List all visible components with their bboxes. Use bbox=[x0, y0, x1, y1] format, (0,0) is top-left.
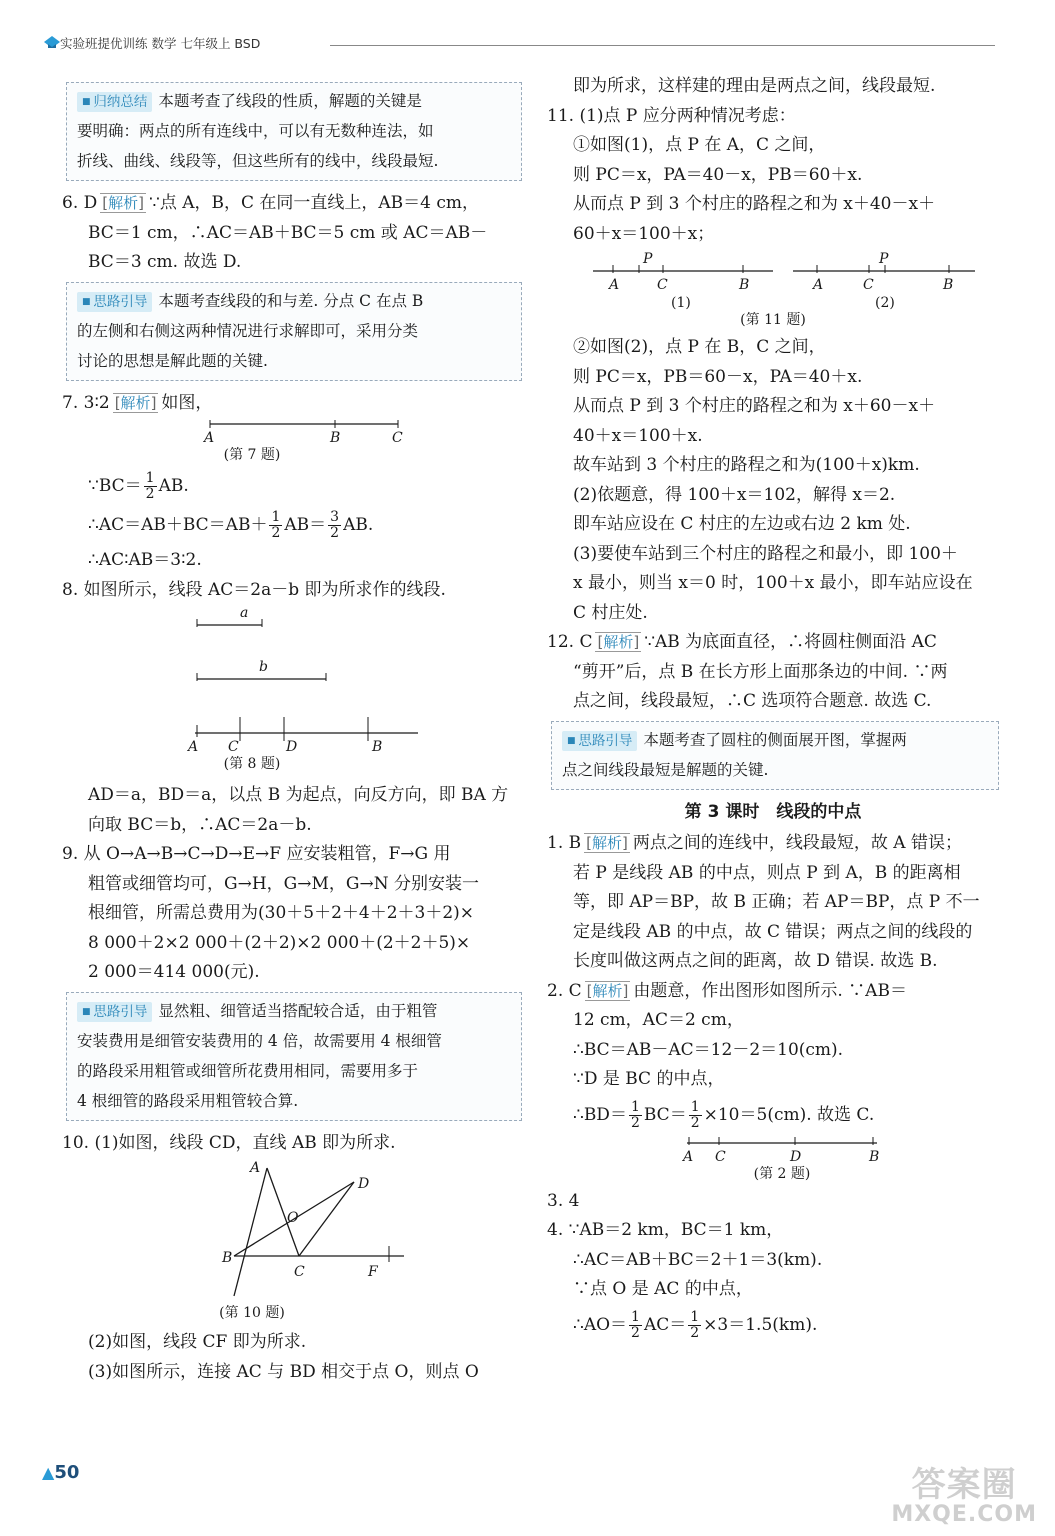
point-label: C bbox=[657, 277, 668, 293]
point-label: C bbox=[392, 430, 403, 446]
figure-q10 bbox=[62, 1158, 522, 1328]
q10-line: (2)如图，线段 CF 即为所求. bbox=[88, 1332, 307, 1352]
s1-line: 长度叫做这两点之间的距离，故 D 错误. 故选 B. bbox=[573, 951, 938, 971]
s3-line: 3. 4 bbox=[547, 1190, 580, 1211]
q11-line: x 最小，则当 x＝0 时，100＋x 最小，即车站应设在 bbox=[573, 573, 973, 593]
s2-line: ∴BD＝ $\frac{1}{2}$ BC＝ $\frac{1}{2}$ ×10＝5(cm). 故选 C. bbox=[573, 1098, 875, 1131]
q11-line: 故车站到 3 个村庄的路程之和为(100＋x)km. bbox=[573, 455, 920, 475]
left-column bbox=[62, 78, 522, 1387]
box-line: 本题考查了线段的性质，解题的关键是 bbox=[158, 92, 422, 110]
q6-line: BC＝1 cm，∴AC＝AB＋BC＝5 cm 或 AC＝AB－ bbox=[88, 222, 488, 243]
s4-line: ∵点 O 是 AC 的中点， bbox=[573, 1279, 753, 1299]
point-label: D bbox=[790, 1148, 802, 1165]
figure-caption: (第 2 题) bbox=[753, 1165, 811, 1182]
q10-continued: 即为所求，这样建的理由是两点之间，线段最短. bbox=[573, 76, 936, 96]
analysis-tag: [ 解析 ] bbox=[584, 833, 630, 853]
q11-line: 即车站应设在 C 村庄的左边或右边 2 km 处. bbox=[573, 514, 911, 534]
hint-box bbox=[66, 282, 522, 381]
header-title: 实验班提优训练 数学 七年级上 BSD bbox=[60, 36, 261, 51]
point-label: B bbox=[869, 1148, 880, 1165]
q7-line: 7. 3∶2[ 解析 ] 如图， bbox=[62, 389, 522, 419]
figure-caption: (第 10 题) bbox=[219, 1305, 285, 1321]
box-line: 本题考查线段的和与差. 分点 C 在点 B bbox=[158, 291, 424, 310]
q11-line: (2)依题意，得 100＋x＝102，解得 x＝2. bbox=[573, 484, 896, 505]
point-label: A bbox=[250, 1160, 261, 1176]
q11-line: ①如图(1)，点 P 在 A，C 之间， bbox=[573, 135, 826, 155]
box-line: 4 根细管的路段采用粗管较合算. bbox=[77, 1091, 299, 1110]
q9-line: 8 000＋2×2 000＋(2＋2)×2 000＋(2＋2＋5)× bbox=[88, 932, 471, 953]
figure-q11 bbox=[547, 249, 999, 333]
q11-line: C 村庄处. bbox=[573, 602, 648, 623]
s1-line: 若 P 是线段 AB 的中点，则点 P 到 A，B 的距离相 bbox=[573, 862, 961, 883]
analysis-tag: [ 解析 ] bbox=[113, 393, 159, 413]
right-column bbox=[547, 72, 999, 1345]
figure-caption: (第 8 题) bbox=[223, 756, 281, 772]
box-tag: ■ 思路引导 bbox=[77, 1002, 152, 1022]
q8-line: 8. 如图所示，线段 AC＝2a－b 即为所求作的线段. bbox=[62, 579, 446, 600]
point-label: C bbox=[228, 739, 239, 755]
watermark: 答案圈 MXQE.COM bbox=[891, 1465, 1037, 1527]
point-label: C bbox=[863, 277, 874, 293]
q12-line: “剪开”后，点 B 在长方形上面那条边的中间. ∵两 bbox=[573, 661, 948, 682]
q11-line: 40＋x＝100＋x. bbox=[573, 425, 703, 446]
q9-line: 9. 从 O→A→B→C→D→E→F 应安装粗管，F→G 用 bbox=[62, 844, 451, 864]
s2-line: 12 cm，AC＝2 cm， bbox=[573, 1010, 744, 1030]
s4-line: ∴AO＝ $\frac{1}{2}$ AC＝ $\frac{1}{2}$ ×3＝1.5(km). bbox=[573, 1308, 818, 1341]
box-line: 点之间线段最短是解题的关键. bbox=[562, 760, 769, 779]
point-label: O bbox=[287, 1210, 299, 1226]
figure-q7 bbox=[62, 418, 522, 468]
s4-line: 4. ∵AB＝2 km，BC＝1 km， bbox=[547, 1220, 784, 1240]
s2-line: ∴BC＝AB－AC＝12－2＝10(cm). bbox=[573, 1039, 844, 1060]
segment-label: a bbox=[240, 605, 249, 621]
box-line: 本题考查了圆柱的侧面展开图，掌握两 bbox=[643, 730, 907, 749]
box-line: 的左侧和右侧这两种情况进行求解即可，采用分类 bbox=[77, 321, 419, 340]
q7-step: ∴AC＝AB＋BC＝AB＋ $\frac{1}{2}$ AB＝ $\frac{3}{2}$ AB. bbox=[88, 509, 374, 541]
figure-q8 bbox=[62, 605, 522, 781]
hint-box bbox=[66, 992, 522, 1121]
point-label: C bbox=[294, 1264, 305, 1280]
s1-line: 定是线段 AB 的中点，故 C 错误；两点之间的线段的 bbox=[573, 921, 973, 942]
box-line: 的路段采用粗管或细管所花费用相同，需要用多于 bbox=[77, 1061, 419, 1080]
figure-caption: (第 11 题) bbox=[740, 312, 806, 328]
figure-s2 bbox=[547, 1135, 999, 1187]
section-title: 第 3 课时 线段的中点 bbox=[684, 801, 862, 822]
book-logo-icon bbox=[42, 32, 62, 52]
q11-line: ②如图(2)，点 P 在 B，C 之间， bbox=[573, 337, 826, 357]
q11-line: 从而点 P 到 3 个村庄的路程之和为 x＋60－x＋ bbox=[573, 396, 936, 416]
point-label: B bbox=[739, 277, 750, 293]
figure-caption: (第 7 题) bbox=[223, 447, 281, 463]
q11-line: 从而点 P 到 3 个村庄的路程之和为 x＋40－x＋ bbox=[573, 194, 936, 214]
q6-line: 6. D[ 解析 ] ∵点 A，B，C 在同一直线上，AB＝4 cm， bbox=[62, 189, 522, 219]
up-arrow-icon: ▲ bbox=[42, 1463, 55, 1482]
q8-line: AD＝a，BD＝a，以点 B 为起点，向反方向，即 BA 方 bbox=[88, 785, 509, 805]
point-label: D bbox=[358, 1176, 370, 1192]
box-line: 安装费用是细管安装费用的 4 倍，故需要用 4 根细管 bbox=[77, 1031, 442, 1050]
figure-q11-diagram bbox=[547, 249, 999, 311]
q11-line: (3)要使车站到三个村庄的路程之和最小，即 100＋ bbox=[573, 543, 958, 564]
q12-line: 12. C[ 解析 ] ∵AB 为底面直径，∴将圆柱侧面沿 AC bbox=[547, 628, 999, 658]
q10-line: (3)如图所示，连接 AC 与 BD 相交于点 O，则点 O bbox=[88, 1361, 479, 1382]
box-tag: ■ 思路引导 bbox=[562, 731, 637, 751]
point-label: A bbox=[609, 277, 620, 293]
q7-step: ∴AC∶AB＝3∶2. bbox=[88, 550, 202, 570]
s1-line: 等，即 AP＝BP，故 B 正确；若 AP＝BP，点 P 不一 bbox=[573, 892, 980, 912]
summary-box bbox=[66, 82, 522, 181]
figure-number: (2) bbox=[875, 295, 895, 311]
q9-line: 粗管或细管均可，G→H，G→M，G→N 分别安装一 bbox=[88, 873, 479, 894]
point-label: P bbox=[879, 251, 889, 267]
q9-line: 2 000＝414 000(元). bbox=[88, 962, 260, 982]
s2-line: 2. C[ 解析 ] 由题意，作出图形如图所示. ∵AB＝ bbox=[547, 977, 999, 1007]
point-label: C bbox=[715, 1148, 726, 1165]
figure-q10-diagram bbox=[62, 1158, 522, 1308]
hint-box bbox=[551, 721, 999, 790]
box-tag: ■ 归纳总结 bbox=[77, 92, 152, 112]
header-rule bbox=[330, 45, 995, 46]
q8-line: 向取 BC＝b，∴AC＝2a－b. bbox=[88, 814, 312, 835]
s4-line: ∴AC＝AB＋BC＝2＋1＝3(km). bbox=[573, 1249, 823, 1270]
point-label: B bbox=[330, 430, 341, 446]
segment-label: b bbox=[259, 659, 268, 675]
point-label: B bbox=[372, 739, 383, 755]
box-line: 讨论的思想是解此题的关键. bbox=[77, 351, 268, 370]
s2-line: ∵D 是 BC 的中点， bbox=[573, 1069, 725, 1089]
q6-line: BC＝3 cm. 故选 D. bbox=[88, 252, 242, 272]
analysis-tag: [ 解析 ] bbox=[585, 981, 631, 1001]
q9-line: 根细管，所需总费用为(30＋5＋2＋4＋2＋3＋2)× bbox=[88, 903, 475, 923]
q11-line: 60＋x＝100＋x； bbox=[573, 223, 715, 244]
q11-line: 则 PC＝x，PB＝60－x，PA＝40＋x. bbox=[573, 366, 863, 387]
box-line: 显然粗、细管适当搭配较合适，由于粗管 bbox=[158, 1001, 438, 1020]
point-label: A bbox=[188, 739, 199, 755]
s1-line: 1. B[ 解析 ] 两点之间的连线中，线段最短，故 A 错误； bbox=[547, 829, 999, 859]
point-label: F bbox=[368, 1264, 378, 1280]
q10-line: 10. (1)如图，线段 CD，直线 AB 即为所求. bbox=[62, 1132, 396, 1153]
point-label: D bbox=[286, 739, 298, 755]
analysis-tag: [ 解析 ] bbox=[595, 632, 641, 652]
box-line: 要明确：两点的所有连线中，可以有无数种连法，如 bbox=[77, 122, 434, 140]
q12-line: 点之间，线段最短，∴C 选项符合题意. 故选 C. bbox=[573, 691, 932, 711]
point-label: A bbox=[204, 430, 215, 446]
figure-s2-diagram bbox=[547, 1135, 999, 1165]
point-label: A bbox=[813, 277, 824, 293]
q11-line: 11. (1)点 P 应分两种情况考虑： bbox=[547, 105, 796, 126]
point-label: B bbox=[943, 277, 954, 293]
q11-line: 则 PC＝x，PA＝40－x，PB＝60＋x. bbox=[573, 164, 863, 185]
figure-number: (1) bbox=[671, 295, 691, 311]
box-tag: ■ 思路引导 bbox=[77, 292, 152, 312]
point-label: A bbox=[683, 1148, 694, 1165]
page-number: ▲50 bbox=[42, 1462, 80, 1483]
point-label: B bbox=[222, 1250, 233, 1266]
box-line: 折线、曲线、线段等，但这些所有的线中，线段最短. bbox=[77, 152, 439, 170]
q7-step: ∵BC＝ $\frac{1}{2}$ AB. bbox=[88, 470, 189, 502]
point-label: P bbox=[643, 251, 653, 267]
analysis-tag: [ 解析 ] bbox=[100, 193, 146, 213]
